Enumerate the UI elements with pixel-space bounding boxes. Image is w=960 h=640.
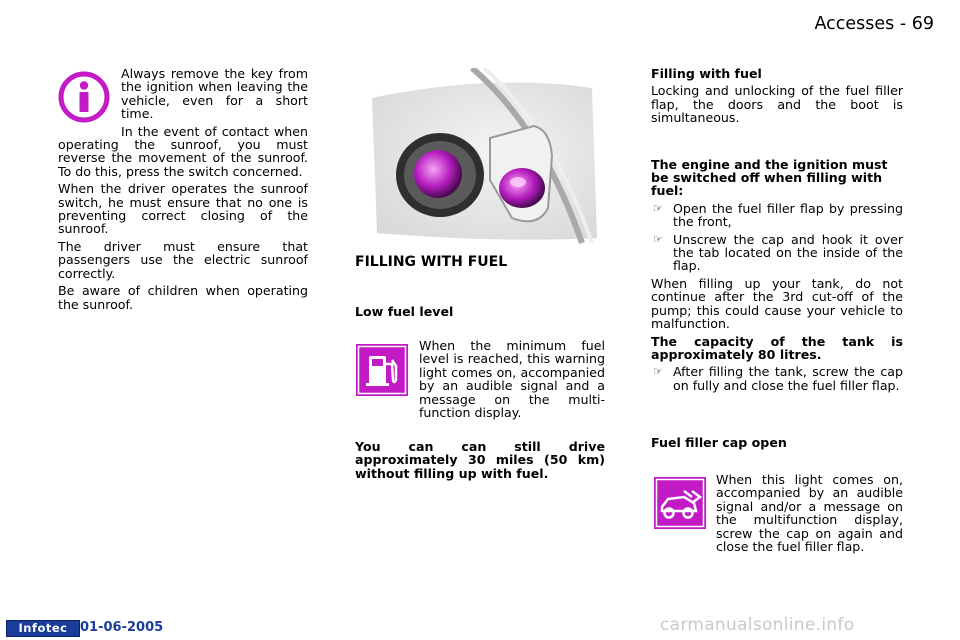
tank-capacity: The capacity of the tank is approximately 80 litres. — [651, 333, 903, 362]
info-paragraph: Be aware of children when operating the sunroof. — [58, 283, 308, 312]
pointing-hand-icon: ☞ — [653, 365, 663, 379]
low-fuel-heading: Low fuel level — [355, 304, 454, 319]
section-title: FILLING WITH FUEL — [355, 254, 508, 270]
ignition-warning: The engine and the ignition must be switched off when filling with fuel: — [651, 156, 888, 199]
pointing-hand-icon: ☞ — [653, 232, 663, 246]
low-fuel-text: When the minimum fuel level is reached, this warning light comes on, accompanied by an audible signal and a message on the multi-function display. — [419, 338, 605, 421]
page-header: Accesses - 69 — [814, 14, 934, 34]
info-paragraph: In the event of contact when operating the sunroof, you must reverse the movement of the sunroof. To do this, press the switch concerned. — [58, 123, 308, 179]
filling-intro: Locking and unlocking of the fuel filler flap, the doors and the boot is simultaneous. — [651, 83, 903, 126]
info-paragraph: When the driver operates the sunroof switch, he must ensure that no one is preventing correct closing of the sunroof. — [58, 181, 308, 237]
step-item: ☞ Unscrew the cap and hook it over the tab located on the inside of the flap. — [653, 231, 903, 274]
info-lead: Always remove the key from the ignition when leaving the vehicle, even for a short time. — [121, 66, 308, 122]
fuel-flap-photo — [352, 68, 602, 248]
pointing-hand-icon: ☞ — [653, 201, 663, 215]
page-number: 69 — [911, 14, 934, 34]
info-paragraph: The driver must ensure that passengers use the electric sunroof correctly. — [58, 238, 308, 281]
filling-heading: Filling with fuel — [651, 66, 762, 81]
cap-open-heading: Fuel filler cap open — [651, 435, 787, 450]
drive-note: You can can still drive approximately 30 miles (50 km) without filling up with fuel. — [355, 439, 605, 481]
watermark: carmanualsonline.info — [660, 615, 855, 635]
section-name: Accesses — [814, 14, 895, 34]
infotec-logo: Infotec — [6, 620, 80, 637]
info-note — [58, 67, 308, 315]
cap-open-text: When this light comes on, accompanied by an audible signal and/or a message on the multifunction display, screw the cap on again and close the fuel filler flap. — [716, 472, 903, 555]
fuel-cap-open-icon — [654, 477, 706, 529]
fuel-pump-warning-icon — [356, 344, 408, 396]
step-item: ☞ Open the fuel filler flap by pressing the front, — [653, 200, 903, 230]
pump-caution: When filling up your tank, do not continue after the 3rd cut-off of the pump; this could cause your vehicle to malfunction. — [651, 275, 903, 332]
filling-instructions — [651, 67, 903, 396]
step-item: ☞ After filling the tank, screw the cap on fully and close the fuel filler flap. — [653, 364, 903, 393]
footer-date: 01-06-2005 — [80, 620, 164, 635]
